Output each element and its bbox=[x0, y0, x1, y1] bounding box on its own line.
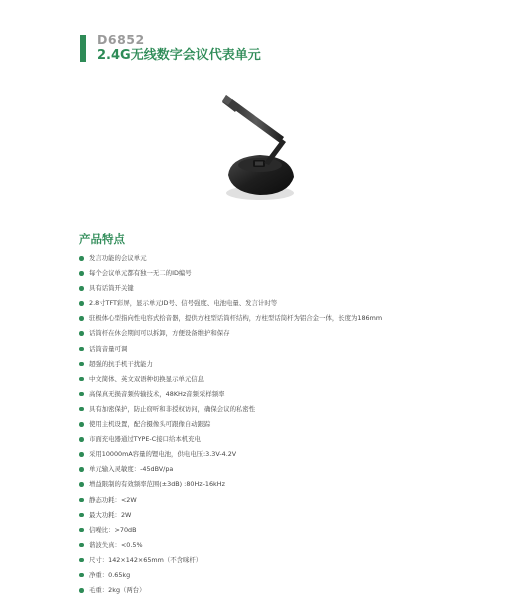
feature-text: 发言功能的会议单元 bbox=[89, 254, 147, 262]
feature-text: 最大功耗：2W bbox=[89, 510, 132, 519]
bullet-dot-icon bbox=[79, 301, 84, 306]
feature-text: 2.8寸TFT彩屏，显示单元ID号、信号强度、电池电量、发言计时等 bbox=[89, 299, 278, 308]
bullet-dot-icon bbox=[79, 558, 84, 563]
list-item bbox=[79, 477, 499, 492]
bullet-dot-icon bbox=[79, 362, 84, 367]
list-item bbox=[79, 447, 499, 462]
bullet-dot-icon bbox=[79, 271, 84, 276]
list-item bbox=[79, 342, 499, 357]
bullet-dot-icon bbox=[79, 437, 84, 442]
feature-text: 净重：0.65kg bbox=[89, 570, 131, 579]
feature-text: 超强的抗手机干扰能力 bbox=[89, 359, 153, 368]
list-item bbox=[79, 553, 499, 568]
list-item bbox=[79, 402, 499, 417]
feature-text: 毛重：2kg（两台） bbox=[89, 586, 146, 595]
list-item bbox=[79, 387, 499, 402]
feature-text: 驻极体心型指向性电容式拾音器，提供方柱型话筒杆结构，方柱型话筒杆为铝合金一体，长度为186mm bbox=[89, 314, 383, 323]
bullet-dot-icon bbox=[79, 513, 84, 518]
list-item bbox=[79, 311, 499, 326]
list-item bbox=[79, 508, 499, 523]
product-title: 2.4G无线数字会议代表单元 bbox=[97, 48, 261, 63]
list-item bbox=[79, 432, 499, 447]
feature-text: 具有话筒开关键 bbox=[89, 284, 134, 293]
feature-text: 谐波失真：<0.5% bbox=[89, 540, 143, 549]
bullet-dot-icon bbox=[79, 422, 84, 427]
feature-text: 话筒杆在休会期间可以拆卸，方便设备维护和保存 bbox=[89, 329, 230, 338]
bullet-dot-icon bbox=[79, 543, 84, 548]
bullet-dot-icon bbox=[79, 482, 84, 487]
accent-bar bbox=[80, 35, 86, 62]
list-item bbox=[79, 251, 499, 266]
list-item bbox=[79, 583, 499, 598]
feature-text: 市面充电器通过TYPE-C接口给本机充电 bbox=[89, 435, 201, 444]
bullet-dot-icon bbox=[79, 452, 84, 457]
bullet-dot-icon bbox=[79, 347, 84, 352]
feature-text: 具有加密保护，防止窃听和非授权访问，确保会议的私密性 bbox=[89, 404, 256, 413]
list-item bbox=[79, 326, 499, 341]
bullet-dot-icon bbox=[79, 392, 84, 397]
list-item bbox=[79, 462, 499, 477]
features-section-title: 产品特点 bbox=[79, 232, 125, 246]
list-item bbox=[79, 493, 499, 508]
model-number: D6852 bbox=[97, 32, 145, 47]
features-list bbox=[79, 251, 499, 598]
feature-text: 每个会议单元都有独一无二的ID编号 bbox=[89, 269, 192, 278]
bullet-dot-icon bbox=[79, 573, 84, 578]
feature-text: 高保真无损音频传输技术，48KHz音频采样频率 bbox=[89, 389, 225, 398]
feature-text: 中文简体、英文双语种切换显示单元信息 bbox=[89, 374, 205, 383]
bullet-dot-icon bbox=[79, 528, 84, 533]
bullet-dot-icon bbox=[79, 316, 84, 321]
bullet-dot-icon bbox=[79, 377, 84, 382]
feature-text: 话筒音量可调 bbox=[89, 344, 128, 353]
list-item bbox=[79, 357, 499, 372]
list-item bbox=[79, 538, 499, 553]
feature-text: 使用主机设置，配合摄像头可跟像自动跟踪 bbox=[89, 420, 211, 429]
bullet-dot-icon bbox=[79, 498, 84, 503]
gooseneck-microphone-unit-image bbox=[222, 93, 306, 203]
list-item bbox=[79, 281, 499, 296]
feature-text: 增益限制的有效频率范围(±3dB) :80Hz-16kHz bbox=[89, 480, 225, 489]
feature-text: 信噪比：>70dB bbox=[89, 525, 137, 534]
bullet-dot-icon bbox=[79, 256, 84, 261]
bullet-dot-icon bbox=[79, 286, 84, 291]
bullet-dot-icon bbox=[79, 467, 84, 472]
list-item bbox=[79, 372, 499, 387]
feature-text: 尺寸：142×142×65mm（不含咪杆） bbox=[89, 555, 203, 564]
bullet-dot-icon bbox=[79, 588, 84, 593]
feature-text: 单元输入灵敏度：-45dBV/pa bbox=[89, 465, 174, 474]
bullet-dot-icon bbox=[79, 407, 84, 412]
list-item bbox=[79, 568, 499, 583]
list-item bbox=[79, 266, 499, 281]
feature-text: 静态功耗：<2W bbox=[89, 495, 137, 504]
bullet-dot-icon bbox=[79, 331, 84, 336]
feature-text: 采用10000mA容量的锂电池，供电电压:3.3V-4.2V bbox=[89, 450, 237, 459]
list-item bbox=[79, 417, 499, 432]
list-item bbox=[79, 523, 499, 538]
list-item bbox=[79, 296, 499, 311]
